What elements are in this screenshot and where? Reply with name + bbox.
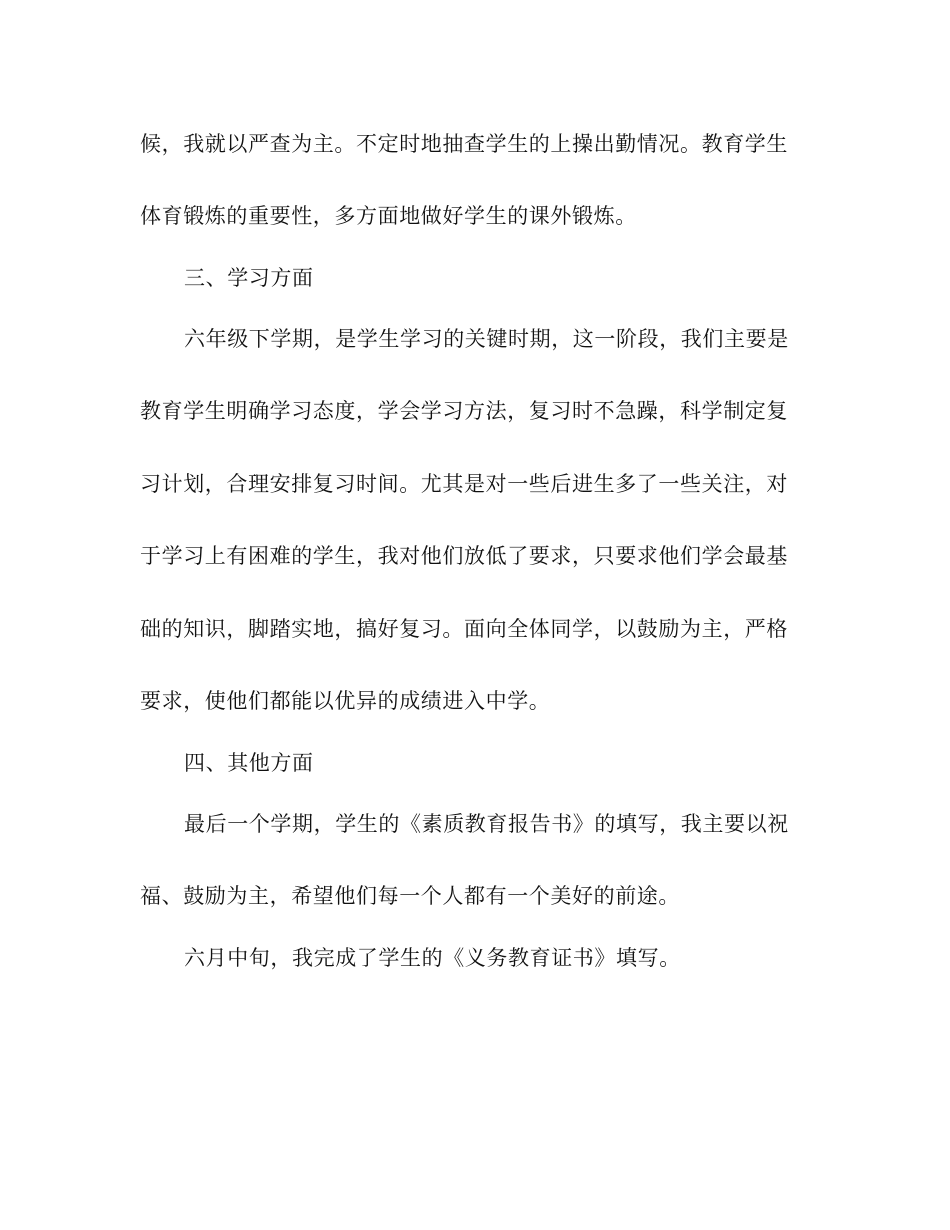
paragraph-line: 教育学生明确学习态度，学会学习方法，复习时不急躁，科学制定复	[140, 399, 788, 423]
paragraph-line: 最后一个学期，学生的《素质教育报告书》的填写，我主要以祝	[184, 812, 789, 836]
paragraph-line: 体育锻炼的重要性，多方面地做好学生的课外锻炼。	[140, 204, 637, 228]
paragraph-line: 福、鼓励为主，希望他们每一个人都有一个美好的前途。	[140, 884, 680, 908]
paragraph-line: 候，我就以严查为主。不定时地抽查学生的上操出勤情况。教育学生	[140, 132, 788, 156]
paragraph-line: 习计划，合理安排复习时间。尤其是对一些后进生多了一些关注，对	[140, 472, 788, 496]
paragraph-line: 要求，使他们都能以优异的成绩进入中学。	[140, 689, 551, 713]
section-heading: 三、学习方面	[184, 266, 314, 290]
paragraph-line: 于学习上有困难的学生，我对他们放低了要求，只要求他们学会最基	[140, 544, 788, 568]
paragraph-line: 六年级下学期，是学生学习的关键时期，这一阶段，我们主要是	[184, 327, 789, 351]
paragraph-line: 六月中旬，我完成了学生的《义务教育证书》填写。	[184, 946, 681, 970]
paragraph-line: 础的知识，脚踏实地，搞好复习。面向全体同学，以鼓励为主，严格	[140, 617, 788, 641]
section-heading: 四、其他方面	[184, 751, 314, 775]
